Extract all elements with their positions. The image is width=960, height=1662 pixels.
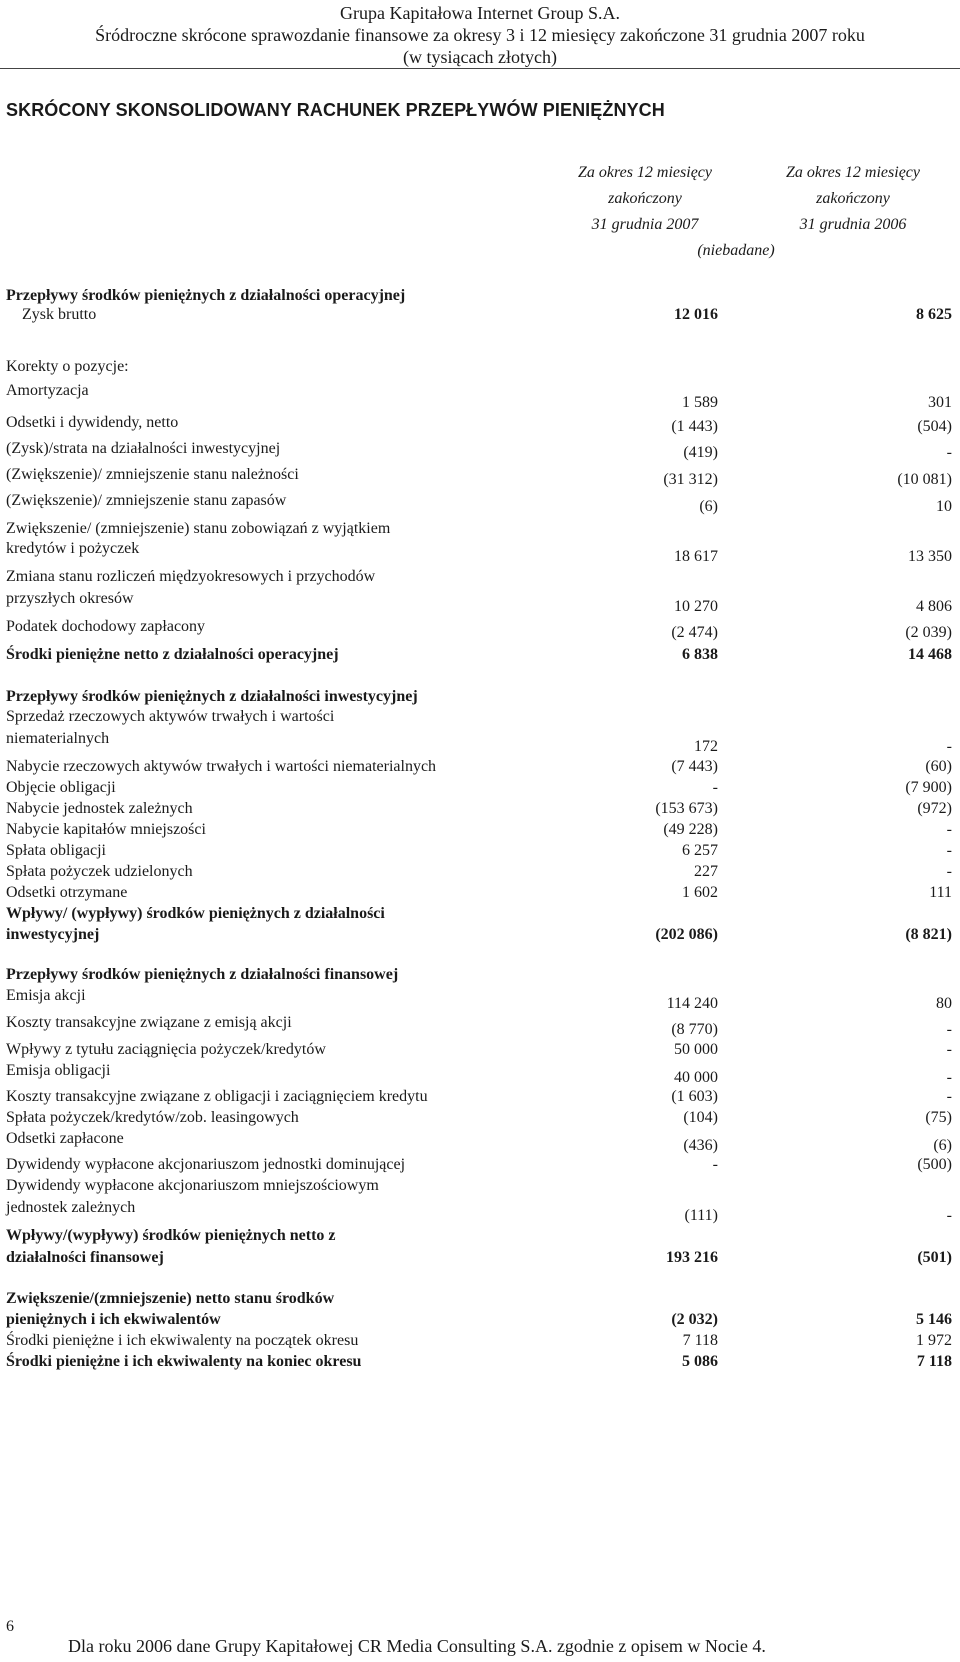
- row-label: Przepływy środków pieniężnych z działalności inwestycyjnej: [6, 688, 418, 705]
- row-label-line2: inwestycyjnej: [6, 926, 100, 943]
- value-2007: 1 602: [682, 884, 718, 901]
- value-2007: (111): [684, 1207, 718, 1224]
- value-2007: 10 270: [674, 598, 718, 615]
- row-label: Koszty transakcyjne związane z emisją akcji: [6, 1014, 292, 1031]
- value-2007: (2 474): [671, 624, 718, 641]
- value-2006: -: [946, 444, 952, 461]
- row-label-line1: Dywidendy wypłacone akcjonariuszom mniejszościowym: [6, 1177, 379, 1194]
- row-label: (Zwiększenie)/ zmniejszenie stanu zapasów: [6, 492, 287, 509]
- value-2006: 10: [936, 498, 952, 515]
- row-label: Emisja obligacji: [6, 1062, 111, 1079]
- value-2007: 172: [694, 738, 718, 755]
- value-2006: (75): [925, 1109, 952, 1126]
- col1-line2: zakończony: [608, 190, 682, 207]
- value-2007: (153 673): [655, 800, 718, 817]
- col1-line1: Za okres 12 miesięcy: [577, 164, 713, 181]
- value-2007: 40 000: [674, 1069, 718, 1086]
- value-2006: (2 039): [905, 624, 952, 641]
- row-label: Objęcie obligacji: [6, 779, 116, 796]
- value-2007: -: [712, 779, 718, 796]
- header-divider: [0, 68, 960, 69]
- value-2006: 4 806: [916, 598, 952, 615]
- col2-line2: zakończony: [816, 190, 890, 207]
- column-header-2007: [550, 160, 740, 238]
- value-2007: 7 118: [682, 1332, 718, 1349]
- row-label: Podatek dochodowy zapłacony: [6, 618, 206, 635]
- row-label: Przepływy środków pieniężnych z działalności finansowej: [6, 966, 399, 983]
- row-label-line1: Sprzedaż rzeczowych aktywów trwałych i wartości: [6, 708, 335, 725]
- value-2007: 193 216: [666, 1249, 718, 1266]
- value-2006: (501): [917, 1249, 952, 1266]
- col2-line3: 31 grudnia 2006: [799, 216, 907, 233]
- value-2006: -: [946, 1041, 952, 1058]
- value-2006: -: [946, 1088, 952, 1105]
- row-label-line1: Zmiana stanu rozliczeń międzyokresowych i przychodów: [6, 568, 376, 585]
- row-label: Korekty o pozycje:: [6, 358, 129, 375]
- value-2006: -: [946, 1069, 952, 1086]
- row-label-line2: przyszłych okresów: [6, 590, 134, 607]
- value-2006: 111: [929, 884, 952, 901]
- value-2006: 1 972: [916, 1332, 952, 1349]
- row-label: Odsetki i dywidendy, netto: [6, 414, 179, 431]
- row-label: Spłata pożyczek/kredytów/zob. leasingowych: [6, 1109, 299, 1126]
- value-2007: 5 086: [682, 1353, 718, 1370]
- row-label: Odsetki zapłacone: [6, 1130, 124, 1147]
- units-note: (w tysiącach złotych): [403, 47, 557, 67]
- value-2006: 7 118: [916, 1353, 952, 1370]
- col1-audit-note: (niebadane): [697, 242, 775, 259]
- value-2007: (1 443): [671, 418, 718, 435]
- value-2007: 12 016: [674, 306, 718, 323]
- value-2007: (436): [683, 1137, 718, 1154]
- value-2007: (6): [699, 498, 718, 515]
- row-label: Nabycie jednostek zależnych: [6, 800, 193, 817]
- row-label: Emisja akcji: [6, 987, 86, 1004]
- row-label-line1: Wpływy/ (wypływy) środków pieniężnych z działalności: [6, 905, 385, 922]
- column-header-2006: [748, 160, 958, 238]
- value-2007: (202 086): [655, 926, 718, 943]
- value-2006: -: [946, 863, 952, 880]
- value-2007: (49 228): [663, 821, 718, 838]
- value-2006: (10 081): [897, 471, 952, 488]
- row-label-line1: Wpływy/(wypływy) środków pieniężnych netto z: [6, 1227, 336, 1244]
- row-label-line2: działalności finansowej: [6, 1249, 164, 1266]
- value-2006: -: [946, 1021, 952, 1038]
- value-2007: (7 443): [671, 758, 718, 775]
- row-label: Odsetki otrzymane: [6, 884, 128, 901]
- value-2007: 114 240: [666, 995, 718, 1012]
- col1-line3: 31 grudnia 2007: [591, 216, 699, 233]
- row-label: Nabycie rzeczowych aktywów trwałych i wartości niematerialnych: [6, 758, 437, 775]
- row-label: Nabycie kapitałów mniejszości: [6, 821, 206, 838]
- value-2007: 18 617: [674, 548, 718, 565]
- company-name: Grupa Kapitałowa Internet Group S.A.: [340, 3, 620, 23]
- value-2006: 80: [936, 995, 952, 1012]
- value-2006: (6): [933, 1137, 952, 1154]
- value-2007: 227: [694, 863, 718, 880]
- row-label: (Zysk)/strata na działalności inwestycyjnej: [6, 440, 281, 457]
- value-2006: -: [946, 738, 952, 755]
- value-2007: -: [712, 1156, 718, 1173]
- page-title: SKRÓCONY SKONSOLIDOWANY RACHUNEK PRZEPŁYWÓW PIENIĘŻNYCH: [6, 100, 665, 120]
- row-label: Dywidendy wypłacone akcjonariuszom jednostki dominującej: [6, 1156, 406, 1173]
- row-label-line2: pieniężnych i ich ekwiwalentów: [6, 1311, 221, 1328]
- value-2006: (8 821): [905, 926, 952, 943]
- value-2007: 50 000: [674, 1041, 718, 1058]
- page-number: 6: [6, 1618, 14, 1635]
- row-label-line1: Zwiększenie/ (zmniejszenie) stanu zobowiązań z wyjątkiem: [6, 520, 391, 537]
- value-2006: (972): [917, 800, 952, 817]
- value-2007: 6 838: [682, 646, 718, 663]
- value-2006: 8 625: [916, 306, 952, 323]
- value-2007: 6 257: [682, 842, 718, 859]
- value-2007: (8 770): [671, 1021, 718, 1038]
- footnote: Dla roku 2006 dane Grupy Kapitałowej CR Media Consulting S.A. zgodnie z opisem w Nocie 4.: [68, 1636, 766, 1656]
- value-2007: (1 603): [671, 1088, 718, 1105]
- row-label-line2: kredytów i pożyczek: [6, 540, 140, 557]
- value-2006: -: [946, 821, 952, 838]
- row-label: Koszty transakcyjne związane z obligacji i zaciągnięciem kredytu: [6, 1088, 428, 1105]
- value-2006: -: [946, 1207, 952, 1224]
- value-2007: (104): [683, 1109, 718, 1126]
- row-label: Środki pieniężne i ich ekwiwalenty na koniec okresu: [6, 1353, 362, 1370]
- row-label: Środki pieniężne i ich ekwiwalenty na początek okresu: [6, 1332, 359, 1349]
- row-label: Zysk brutto: [22, 306, 97, 323]
- row-label: Wpływy z tytułu zaciągnięcia pożyczek/kredytów: [6, 1041, 326, 1058]
- value-2007: (419): [683, 444, 718, 461]
- row-label-line2: jednostek zależnych: [6, 1199, 136, 1216]
- value-2006: 13 350: [908, 548, 952, 565]
- col2-line1: Za okres 12 miesięcy: [785, 164, 921, 181]
- value-2007: (31 312): [663, 471, 718, 488]
- row-label: Amortyzacja: [6, 382, 89, 399]
- row-label-line1: Zwiększenie/(zmniejszenie) netto stanu środków: [6, 1290, 335, 1307]
- row-label: Spłata obligacji: [6, 842, 106, 859]
- value-2006: -: [946, 842, 952, 859]
- value-2006: (500): [917, 1156, 952, 1173]
- row-label: Spłata pożyczek udzielonych: [6, 863, 193, 880]
- row-label: (Zwiększenie)/ zmniejszenie stanu należności: [6, 466, 299, 483]
- value-2006: 14 468: [908, 646, 952, 663]
- value-2006: (7 900): [905, 779, 952, 796]
- value-2007: (2 032): [671, 1311, 718, 1328]
- value-2007: 1 589: [682, 394, 718, 411]
- row-label: Środki pieniężne netto z działalności operacyjnej: [6, 646, 339, 663]
- row-label-line2: niematerialnych: [6, 730, 110, 747]
- report-subtitle: Śródroczne skrócone sprawozdanie finansowe za okresy 3 i 12 miesięcy zakończone 31 grudnia 2007 roku: [95, 25, 865, 45]
- row-label: Przepływy środków pieniężnych z działalności operacyjnej: [6, 287, 406, 304]
- value-2006: (60): [925, 758, 952, 775]
- value-2006: (504): [917, 418, 952, 435]
- value-2006: 301: [928, 394, 952, 411]
- value-2006: 5 146: [916, 1311, 952, 1328]
